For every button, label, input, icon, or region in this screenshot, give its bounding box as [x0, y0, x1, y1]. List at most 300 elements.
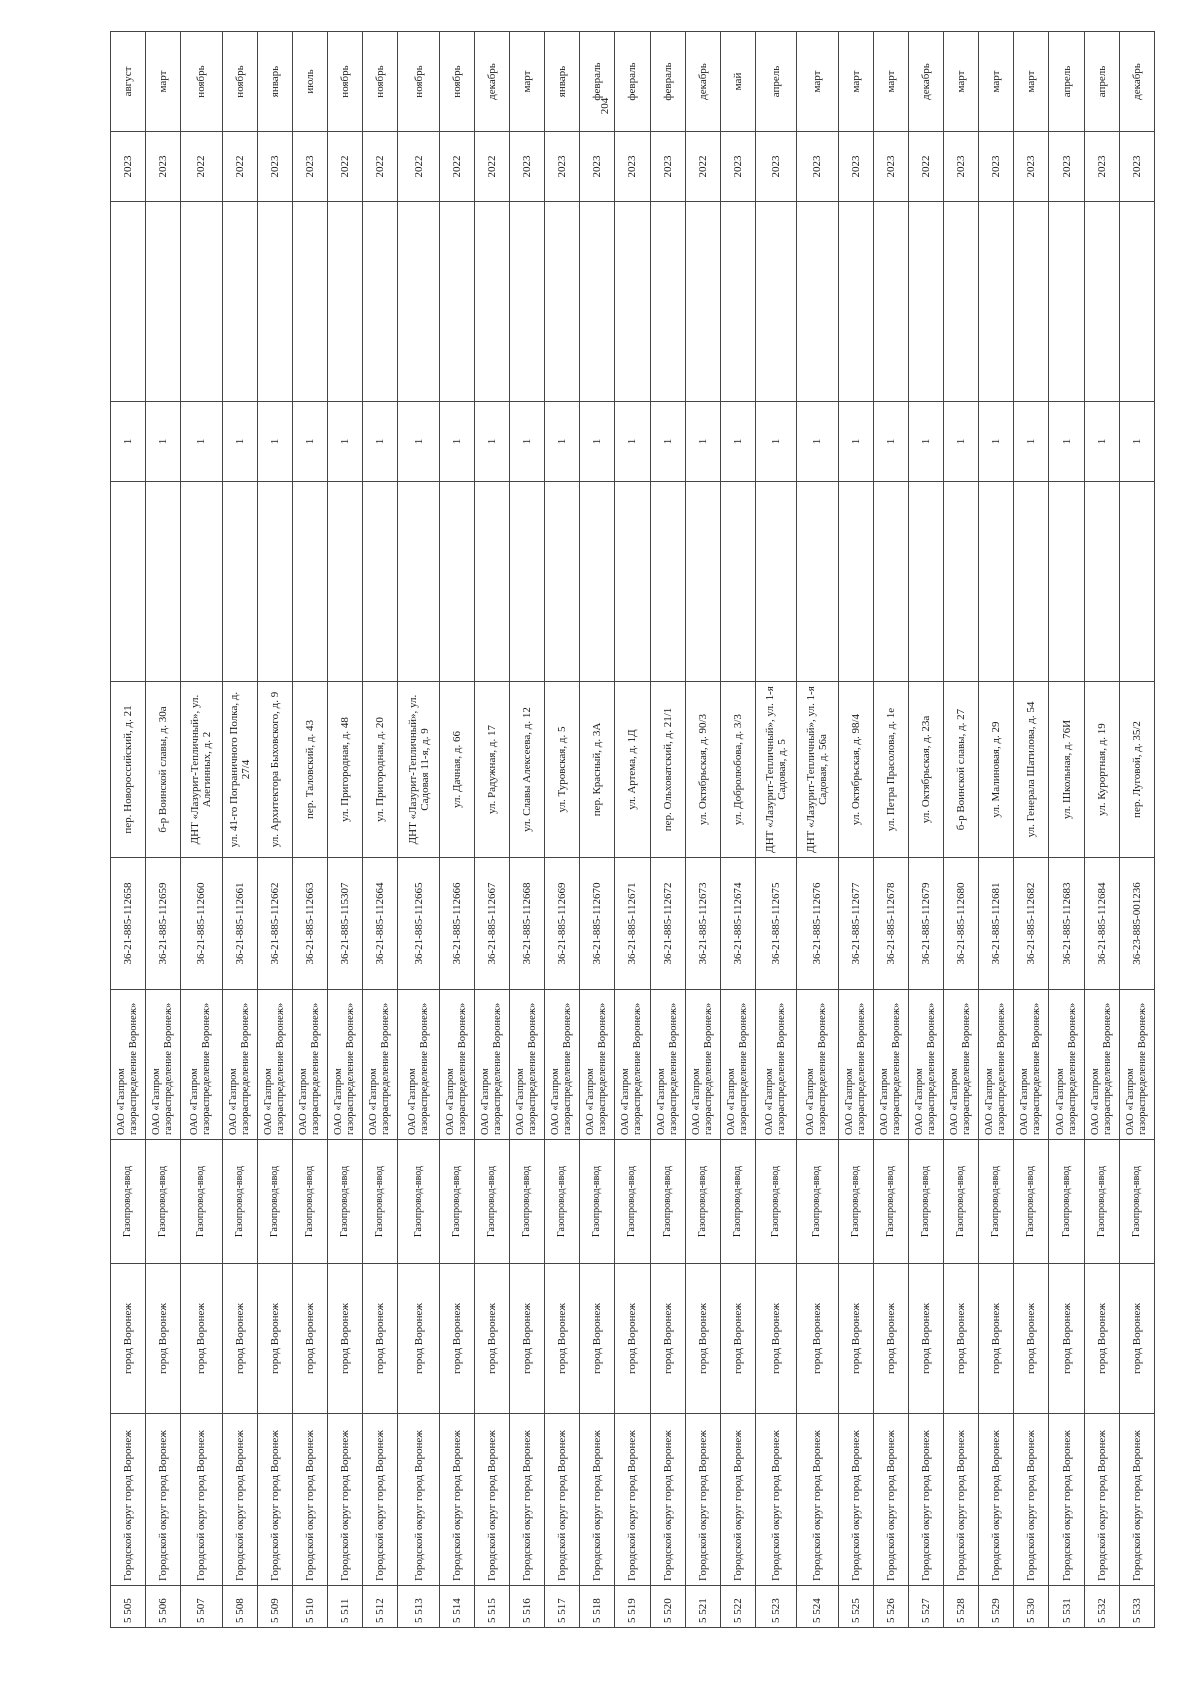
operator-org: ОАО «Газпром газораспределение Воронеж»: [222, 990, 257, 1140]
page-number: 204: [599, 97, 611, 115]
object-address: ДНТ «Лазурит-Тепличный», ул. Алегинных, д. 2: [181, 682, 222, 858]
city-name: город Воронеж: [650, 1264, 685, 1414]
row-number: 5 512: [363, 1586, 398, 1628]
empty-cell: [615, 482, 650, 682]
year: 2022: [181, 132, 222, 202]
quantity: 1: [328, 402, 363, 482]
row-number: 5 529: [979, 1586, 1014, 1628]
year: 2023: [146, 132, 181, 202]
empty-cell: [509, 202, 544, 402]
object-type: Газопровод-ввод: [222, 1140, 257, 1264]
table-row: [580, 32, 615, 1628]
empty-cell: [292, 482, 327, 682]
empty-cell: [615, 202, 650, 402]
district-name: Городской округ город Воронеж: [474, 1414, 509, 1586]
month: ноябрь: [328, 32, 363, 132]
empty-cell: [944, 482, 979, 682]
district-name: Городской округ город Воронеж: [111, 1414, 146, 1586]
object-type: Газопровод-ввод: [650, 1140, 685, 1264]
registry-code: 36-21-885-112660: [181, 858, 222, 990]
empty-cell: [328, 202, 363, 402]
district-name: Городской округ город Воронеж: [545, 1414, 580, 1586]
row-number: 5 508: [222, 1586, 257, 1628]
month: декабрь: [685, 32, 720, 132]
month: февраль: [650, 32, 685, 132]
operator-org: ОАО «Газпром газораспределение Воронеж»: [979, 990, 1014, 1140]
city-name: город Воронеж: [111, 1264, 146, 1414]
quantity: 1: [398, 402, 439, 482]
row-number: 5 520: [650, 1586, 685, 1628]
city-name: город Воронеж: [439, 1264, 474, 1414]
object-address: ул. Курортная, д. 19: [1084, 682, 1119, 858]
table-row: [873, 32, 908, 1628]
year: 2023: [720, 132, 755, 202]
empty-cell: [908, 202, 943, 402]
empty-cell: [580, 202, 615, 402]
empty-cell: [908, 482, 943, 682]
empty-cell: [509, 482, 544, 682]
month: март: [873, 32, 908, 132]
quantity: 1: [1049, 402, 1084, 482]
table-row: [545, 32, 580, 1628]
quantity: 1: [615, 402, 650, 482]
quantity: 1: [509, 402, 544, 482]
district-name: Городской округ город Воронеж: [908, 1414, 943, 1586]
object-type: Газопровод-ввод: [685, 1140, 720, 1264]
city-name: город Воронеж: [685, 1264, 720, 1414]
registry-code: 36-21-885-112672: [650, 858, 685, 990]
year: 2022: [474, 132, 509, 202]
empty-cell: [873, 482, 908, 682]
operator-org: ОАО «Газпром газораспределение Воронеж»: [685, 990, 720, 1140]
table-row: [979, 32, 1014, 1628]
month: февраль: [615, 32, 650, 132]
operator-org: ОАО «Газпром газораспределение Воронеж»: [797, 990, 838, 1140]
month: март: [146, 32, 181, 132]
empty-cell: [545, 202, 580, 402]
row-number: 5 527: [908, 1586, 943, 1628]
quantity: 1: [292, 402, 327, 482]
year: 2022: [685, 132, 720, 202]
table-row: [222, 32, 257, 1628]
object-address: ул. Малиновая, д. 29: [979, 682, 1014, 858]
object-type: Газопровод-ввод: [615, 1140, 650, 1264]
row-number: 5 524: [797, 1586, 838, 1628]
registry-code: 36-21-885-112668: [509, 858, 544, 990]
empty-cell: [1119, 482, 1154, 682]
row-number: 5 510: [292, 1586, 327, 1628]
registry-code: 36-21-885-112678: [873, 858, 908, 990]
month: апрель: [755, 32, 796, 132]
object-type: Газопровод-ввод: [545, 1140, 580, 1264]
empty-cell: [363, 202, 398, 402]
month: март: [838, 32, 873, 132]
district-name: Городской округ город Воронеж: [797, 1414, 838, 1586]
object-type: Газопровод-ввод: [580, 1140, 615, 1264]
object-address: ул. Петра Прасолова, д. 1е: [873, 682, 908, 858]
object-address: ул. Школьная, д. 76И: [1049, 682, 1084, 858]
empty-cell: [755, 482, 796, 682]
empty-cell: [545, 482, 580, 682]
table-row: [615, 32, 650, 1628]
city-name: город Воронеж: [328, 1264, 363, 1414]
operator-org: ОАО «Газпром газораспределение Воронеж»: [720, 990, 755, 1140]
object-address: ул. Пригородная, д. 48: [328, 682, 363, 858]
operator-org: ОАО «Газпром газораспределение Воронеж»: [292, 990, 327, 1140]
empty-cell: [873, 202, 908, 402]
district-name: Городской округ город Воронеж: [720, 1414, 755, 1586]
empty-cell: [146, 482, 181, 682]
quantity: 1: [720, 402, 755, 482]
registry-code: 36-21-885-112665: [398, 858, 439, 990]
registry-code: 36-21-885-112662: [257, 858, 292, 990]
city-name: город Воронеж: [615, 1264, 650, 1414]
quantity: 1: [181, 402, 222, 482]
registry-code: 36-21-885-112674: [720, 858, 755, 990]
year: 2022: [908, 132, 943, 202]
quantity: 1: [1084, 402, 1119, 482]
district-name: Городской округ город Воронеж: [1084, 1414, 1119, 1586]
month: ноябрь: [222, 32, 257, 132]
object-type: Газопровод-ввод: [363, 1140, 398, 1264]
object-address: пер. Луговой, д. 35/2: [1119, 682, 1154, 858]
table-row: [755, 32, 796, 1628]
empty-cell: [720, 482, 755, 682]
month: ноябрь: [181, 32, 222, 132]
row-number: 5 523: [755, 1586, 796, 1628]
row-number: 5 532: [1084, 1586, 1119, 1628]
object-address: б-р Воинской славы, д. 27: [944, 682, 979, 858]
object-type: Газопровод-ввод: [439, 1140, 474, 1264]
registry-code: 36-21-885-112661: [222, 858, 257, 990]
registry-code: 36-21-885-112681: [979, 858, 1014, 990]
month: июль: [292, 32, 327, 132]
empty-cell: [257, 482, 292, 682]
table-row: [181, 32, 222, 1628]
empty-cell: [979, 202, 1014, 402]
city-name: город Воронеж: [363, 1264, 398, 1414]
quantity: 1: [474, 402, 509, 482]
operator-org: ОАО «Газпром газораспределение Воронеж»: [1014, 990, 1049, 1140]
row-number: 5 525: [838, 1586, 873, 1628]
row-number: 5 515: [474, 1586, 509, 1628]
year: 2023: [1014, 132, 1049, 202]
empty-cell: [222, 202, 257, 402]
quantity: 1: [545, 402, 580, 482]
district-name: Городской округ город Воронеж: [873, 1414, 908, 1586]
month: декабрь: [474, 32, 509, 132]
city-name: город Воронеж: [797, 1264, 838, 1414]
month: март: [797, 32, 838, 132]
table-row: [1119, 32, 1154, 1628]
registry-table: [110, 31, 1155, 1628]
table-row: [146, 32, 181, 1628]
table-row: [363, 32, 398, 1628]
city-name: город Воронеж: [720, 1264, 755, 1414]
district-name: Городской округ город Воронеж: [292, 1414, 327, 1586]
table-row: [908, 32, 943, 1628]
operator-org: ОАО «Газпром газораспределение Воронеж»: [474, 990, 509, 1140]
district-name: Городской округ город Воронеж: [509, 1414, 544, 1586]
month: декабрь: [908, 32, 943, 132]
registry-code: 36-21-885-112671: [615, 858, 650, 990]
empty-cell: [181, 482, 222, 682]
object-address: ул. Дачная, д. 66: [439, 682, 474, 858]
city-name: город Воронеж: [222, 1264, 257, 1414]
city-name: город Воронеж: [1049, 1264, 1084, 1414]
row-number: 5 521: [685, 1586, 720, 1628]
district-name: Городской округ город Воронеж: [979, 1414, 1014, 1586]
quantity: 1: [1119, 402, 1154, 482]
operator-org: ОАО «Газпром газораспределение Воронеж»: [755, 990, 796, 1140]
registry-code: 36-21-885-112669: [545, 858, 580, 990]
table-row: [439, 32, 474, 1628]
rotated-table-container: [110, 32, 1155, 1628]
empty-cell: [111, 482, 146, 682]
object-type: Газопровод-ввод: [838, 1140, 873, 1264]
year: 2023: [615, 132, 650, 202]
row-number: 5 522: [720, 1586, 755, 1628]
row-number: 5 509: [257, 1586, 292, 1628]
quantity: 1: [755, 402, 796, 482]
empty-cell: [439, 202, 474, 402]
year: 2023: [838, 132, 873, 202]
object-address: ул. Радужная, д. 17: [474, 682, 509, 858]
object-type: Газопровод-ввод: [1014, 1140, 1049, 1264]
object-address: ДНТ «Лазурит-Тепличный», ул. Садовая 11-я, д. 9: [398, 682, 439, 858]
operator-org: ОАО «Газпром газораспределение Воронеж»: [111, 990, 146, 1140]
quantity: 1: [111, 402, 146, 482]
table-row: [838, 32, 873, 1628]
table-row: [398, 32, 439, 1628]
object-address: ул. Артема, д. 1Д: [615, 682, 650, 858]
row-number: 5 517: [545, 1586, 580, 1628]
year: 2023: [111, 132, 146, 202]
year: 2023: [1119, 132, 1154, 202]
district-name: Городской округ город Воронеж: [363, 1414, 398, 1586]
month: ноябрь: [363, 32, 398, 132]
registry-code: 36-21-885-112666: [439, 858, 474, 990]
month: май: [720, 32, 755, 132]
object-address: ул. Октябрьская, д. 90/3: [685, 682, 720, 858]
quantity: 1: [797, 402, 838, 482]
object-type: Газопровод-ввод: [181, 1140, 222, 1264]
empty-cell: [755, 202, 796, 402]
district-name: Городской округ город Воронеж: [1049, 1414, 1084, 1586]
month: январь: [257, 32, 292, 132]
table-row: [1084, 32, 1119, 1628]
object-address: пер. Таловский, д. 43: [292, 682, 327, 858]
row-number: 5 505: [111, 1586, 146, 1628]
object-type: Газопровод-ввод: [292, 1140, 327, 1264]
table-row: [111, 32, 146, 1628]
empty-cell: [1014, 482, 1049, 682]
year: 2023: [545, 132, 580, 202]
row-number: 5 526: [873, 1586, 908, 1628]
city-name: город Воронеж: [873, 1264, 908, 1414]
year: 2023: [292, 132, 327, 202]
district-name: Городской округ город Воронеж: [328, 1414, 363, 1586]
object-type: Газопровод-ввод: [720, 1140, 755, 1264]
table-row: [650, 32, 685, 1628]
operator-org: ОАО «Газпром газораспределение Воронеж»: [1119, 990, 1154, 1140]
operator-org: ОАО «Газпром газораспределение Воронеж»: [181, 990, 222, 1140]
year: 2022: [328, 132, 363, 202]
month: август: [111, 32, 146, 132]
table-row: [1049, 32, 1084, 1628]
city-name: город Воронеж: [1014, 1264, 1049, 1414]
year: 2023: [650, 132, 685, 202]
row-number: 5 519: [615, 1586, 650, 1628]
registry-code: 36-21-885-112658: [111, 858, 146, 990]
year: 2023: [944, 132, 979, 202]
object-type: Газопровод-ввод: [755, 1140, 796, 1264]
operator-org: ОАО «Газпром газораспределение Воронеж»: [650, 990, 685, 1140]
district-name: Городской округ город Воронеж: [650, 1414, 685, 1586]
operator-org: ОАО «Газпром газораспределение Воронеж»: [580, 990, 615, 1140]
object-type: Газопровод-ввод: [509, 1140, 544, 1264]
month: апрель: [1084, 32, 1119, 132]
table-row: [509, 32, 544, 1628]
year: 2022: [222, 132, 257, 202]
empty-cell: [1119, 202, 1154, 402]
row-number: 5 530: [1014, 1586, 1049, 1628]
operator-org: ОАО «Газпром газораспределение Воронеж»: [545, 990, 580, 1140]
row-number: 5 511: [328, 1586, 363, 1628]
empty-cell: [944, 202, 979, 402]
object-type: Газопровод-ввод: [908, 1140, 943, 1264]
quantity: 1: [580, 402, 615, 482]
year: 2023: [509, 132, 544, 202]
month: апрель: [1049, 32, 1084, 132]
quantity: 1: [439, 402, 474, 482]
empty-cell: [439, 482, 474, 682]
city-name: город Воронеж: [979, 1264, 1014, 1414]
operator-org: ОАО «Газпром газораспределение Воронеж»: [363, 990, 398, 1140]
district-name: Городской округ город Воронеж: [222, 1414, 257, 1586]
table-body: [111, 32, 1155, 1628]
year: 2023: [979, 132, 1014, 202]
district-name: Городской округ город Воронеж: [580, 1414, 615, 1586]
quantity: 1: [908, 402, 943, 482]
district-name: Городской округ город Воронеж: [257, 1414, 292, 1586]
object-type: Газопровод-ввод: [146, 1140, 181, 1264]
object-address: ул. 41-го Пограничного Полка, д. 27/4: [222, 682, 257, 858]
table-row: [720, 32, 755, 1628]
month: март: [509, 32, 544, 132]
row-number: 5 528: [944, 1586, 979, 1628]
object-type: Газопровод-ввод: [1084, 1140, 1119, 1264]
registry-code: 36-21-885-112667: [474, 858, 509, 990]
object-type: Газопровод-ввод: [257, 1140, 292, 1264]
district-name: Городской округ город Воронеж: [755, 1414, 796, 1586]
object-type: Газопровод-ввод: [111, 1140, 146, 1264]
month: март: [1014, 32, 1049, 132]
city-name: город Воронеж: [944, 1264, 979, 1414]
row-number: 5 516: [509, 1586, 544, 1628]
object-type: Газопровод-ввод: [1119, 1140, 1154, 1264]
row-number: 5 531: [1049, 1586, 1084, 1628]
district-name: Городской округ город Воронеж: [615, 1414, 650, 1586]
city-name: город Воронеж: [398, 1264, 439, 1414]
district-name: Городской округ город Воронеж: [439, 1414, 474, 1586]
object-address: пер. Новороссийский, д. 21: [111, 682, 146, 858]
city-name: город Воронеж: [908, 1264, 943, 1414]
empty-cell: [979, 482, 1014, 682]
row-number: 5 533: [1119, 1586, 1154, 1628]
city-name: город Воронеж: [838, 1264, 873, 1414]
operator-org: ОАО «Газпром газораспределение Воронеж»: [1084, 990, 1119, 1140]
object-type: Газопровод-ввод: [944, 1140, 979, 1264]
city-name: город Воронеж: [580, 1264, 615, 1414]
district-name: Городской округ город Воронеж: [1014, 1414, 1049, 1586]
operator-org: ОАО «Газпром газораспределение Воронеж»: [944, 990, 979, 1140]
object-type: Газопровод-ввод: [873, 1140, 908, 1264]
empty-cell: [474, 202, 509, 402]
empty-cell: [838, 202, 873, 402]
empty-cell: [363, 482, 398, 682]
quantity: 1: [685, 402, 720, 482]
empty-cell: [111, 202, 146, 402]
quantity: 1: [944, 402, 979, 482]
table-row: [328, 32, 363, 1628]
object-type: Газопровод-ввод: [1049, 1140, 1084, 1264]
empty-cell: [1084, 482, 1119, 682]
object-type: Газопровод-ввод: [474, 1140, 509, 1264]
row-number: 5 506: [146, 1586, 181, 1628]
object-address: ул. Добролюбова, д. 3/3: [720, 682, 755, 858]
empty-cell: [328, 482, 363, 682]
operator-org: ОАО «Газпром газораспределение Воронеж»: [398, 990, 439, 1140]
city-name: город Воронеж: [474, 1264, 509, 1414]
empty-cell: [398, 202, 439, 402]
registry-code: 36-21-885-112680: [944, 858, 979, 990]
row-number: 5 514: [439, 1586, 474, 1628]
year: 2023: [1084, 132, 1119, 202]
object-type: Газопровод-ввод: [398, 1140, 439, 1264]
registry-code: 36-21-885-112664: [363, 858, 398, 990]
district-name: Городской округ город Воронеж: [146, 1414, 181, 1586]
object-address: пер. Ольховатский, д. 21/1: [650, 682, 685, 858]
table-row: [944, 32, 979, 1628]
empty-cell: [580, 482, 615, 682]
registry-code: 36-21-885-112682: [1014, 858, 1049, 990]
empty-cell: [720, 202, 755, 402]
year: 2022: [439, 132, 474, 202]
year: 2022: [363, 132, 398, 202]
city-name: город Воронеж: [257, 1264, 292, 1414]
empty-cell: [797, 202, 838, 402]
table-row: [474, 32, 509, 1628]
empty-cell: [474, 482, 509, 682]
district-name: Городской округ город Воронеж: [685, 1414, 720, 1586]
object-address: б-р Воинской славы, д. 30а: [146, 682, 181, 858]
registry-code: 36-21-885-112675: [755, 858, 796, 990]
operator-org: ОАО «Газпром газораспределение Воронеж»: [838, 990, 873, 1140]
operator-org: ОАО «Газпром газораспределение Воронеж»: [509, 990, 544, 1140]
registry-code: 36-21-885-112676: [797, 858, 838, 990]
month: ноябрь: [439, 32, 474, 132]
year: 2023: [873, 132, 908, 202]
year: 2023: [580, 132, 615, 202]
month: декабрь: [1119, 32, 1154, 132]
city-name: город Воронеж: [181, 1264, 222, 1414]
registry-code: 36-21-885-112677: [838, 858, 873, 990]
empty-cell: [257, 202, 292, 402]
registry-code: 36-21-885-112663: [292, 858, 327, 990]
row-number: 5 513: [398, 1586, 439, 1628]
object-type: Газопровод-ввод: [979, 1140, 1014, 1264]
